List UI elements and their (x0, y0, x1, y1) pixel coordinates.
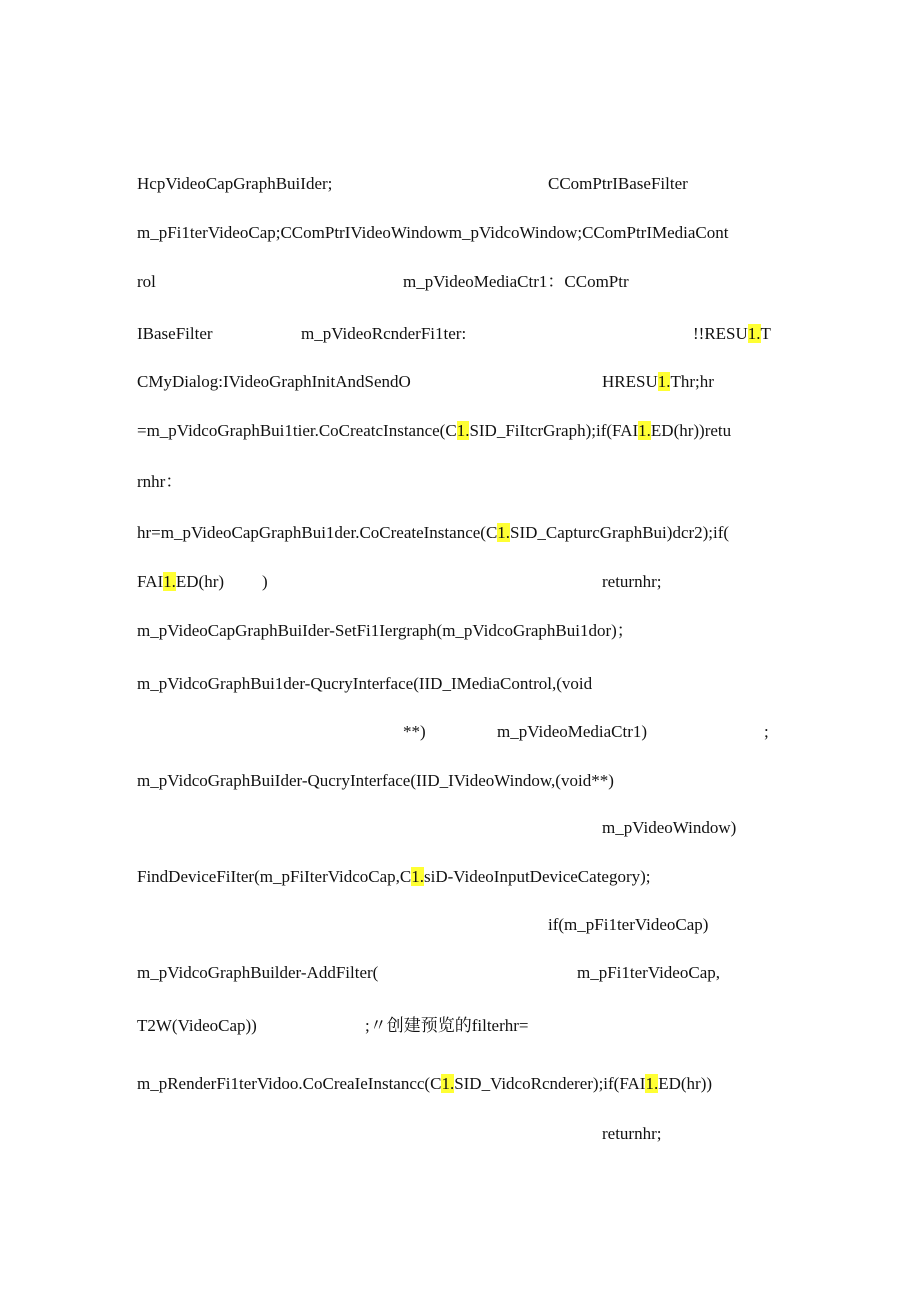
line-text: FindDeviceFiIter(m_pFiIterVidcoCap,C (137, 867, 412, 886)
code-line (137, 371, 411, 393)
line-text: m_pFi1terVideoCap;CComPtrIVideoWindowm_pVidcoWindow;CComPtrIMediaCont (137, 223, 729, 242)
line-text: m_pVideoWindow) (602, 818, 737, 837)
code-line (137, 1073, 712, 1095)
code-line (365, 1015, 529, 1037)
code-line (602, 1123, 661, 1145)
line-text: ;〃创建预览的filterhr= (365, 1016, 529, 1035)
line-text: T2W(VideoCap)) (137, 1016, 257, 1035)
code-line (693, 323, 771, 345)
highlighted-text: 1. (497, 523, 511, 542)
code-line (137, 673, 592, 695)
line-text: m_pVidcoGraphBuiIder-QucryInterface(IID_IVideoWindow,(void**) (137, 771, 614, 790)
line-text: m_pVideoCapGraphBuiIder-SetFi1Iergraph(m_pVidcoGraphBui1dor)； (137, 621, 634, 640)
line-text: if(m_pFi1terVideoCap) (548, 915, 709, 934)
line-text: CMyDialog:IVideoGraphInitAndSendO (137, 372, 411, 391)
highlighted-text: 1. (441, 1074, 455, 1093)
line-text: HRESU (602, 372, 658, 391)
code-line (137, 522, 729, 544)
highlighted-text: 1. (657, 372, 671, 391)
code-line (137, 770, 614, 792)
line-text: m_pVideoMediaCtr1：CComPtr (403, 272, 629, 291)
line-text: **) (403, 722, 426, 741)
line-text: IBaseFilter (137, 324, 213, 343)
code-line (548, 173, 688, 195)
line-text: CComPtrIBaseFilter (548, 174, 688, 193)
code-line (403, 271, 629, 293)
code-line (137, 323, 213, 345)
line-text: HcpVideoCapGraphBuiIder; (137, 174, 333, 193)
line-text: !!RESU (693, 324, 748, 343)
highlighted-text: 1. (638, 421, 651, 440)
line-text: FAI (137, 572, 164, 591)
code-line (602, 571, 661, 593)
line-text: m_pVidcoGraphBuilder-AddFilter( (137, 963, 379, 982)
line-text: rol (137, 272, 156, 291)
highlighted-text: 1. (456, 421, 470, 440)
code-line (764, 721, 769, 743)
line-text: ) (262, 572, 268, 591)
highlighted-text: 1. (747, 324, 761, 343)
code-line (548, 914, 708, 936)
line-text: returnhr; (602, 1124, 662, 1143)
code-line (137, 620, 634, 642)
code-line (137, 1015, 257, 1037)
code-line (577, 962, 720, 984)
line-text: ED(hr)) (658, 1074, 713, 1093)
highlighted-text: 1. (411, 867, 424, 886)
line-text: rnhr： (137, 472, 183, 491)
code-line (602, 817, 736, 839)
line-text: returnhr; (602, 572, 662, 591)
code-line (137, 271, 156, 293)
code-line (137, 962, 378, 984)
highlighted-text: 1. (645, 1074, 659, 1093)
line-text: Thr;hr (670, 372, 714, 391)
code-line (403, 721, 426, 743)
line-text: m_pFi1terVideoCap, (577, 963, 720, 982)
line-text: T (760, 324, 771, 343)
code-line (301, 323, 466, 345)
code-line (137, 222, 728, 244)
code-line (262, 571, 268, 593)
highlighted-text: 1. (163, 572, 176, 591)
line-text: m_pVidcoGraphBui1der-QucryInterface(IID_IMediaControl,(void (137, 674, 593, 693)
line-text: ED(hr) (175, 572, 225, 591)
line-text: m_pRenderFi1terVidoo.CoCreaIeInstancc(C (137, 1074, 442, 1093)
line-text: SID_FiItcrGraph);if(FAI (469, 421, 639, 440)
code-line (137, 866, 651, 888)
code-line (137, 471, 182, 493)
code-line (137, 571, 224, 593)
line-text: siD-VideoInputDeviceCategory); (423, 867, 651, 886)
line-text: =m_pVidcoGraphBui1tier.CoCreatcInstance(C (137, 421, 457, 440)
line-text: SID_CapturcGraphBui)dcr2);if( (510, 523, 730, 542)
code-line (137, 173, 332, 195)
line-text: m_pVideoMediaCtr1) (497, 722, 648, 741)
code-line (137, 420, 731, 442)
line-text: m_pVideoRcnderFi1ter: (301, 324, 467, 343)
code-line (497, 721, 647, 743)
line-text: hr=m_pVideoCapGraphBui1der.CoCreateInstance(C (137, 523, 498, 542)
line-text: ED(hr))retu (650, 421, 732, 440)
line-text: SID_VidcoRcnderer);if(FAI (454, 1074, 646, 1093)
line-text: ; (764, 722, 769, 741)
code-line (602, 371, 714, 393)
